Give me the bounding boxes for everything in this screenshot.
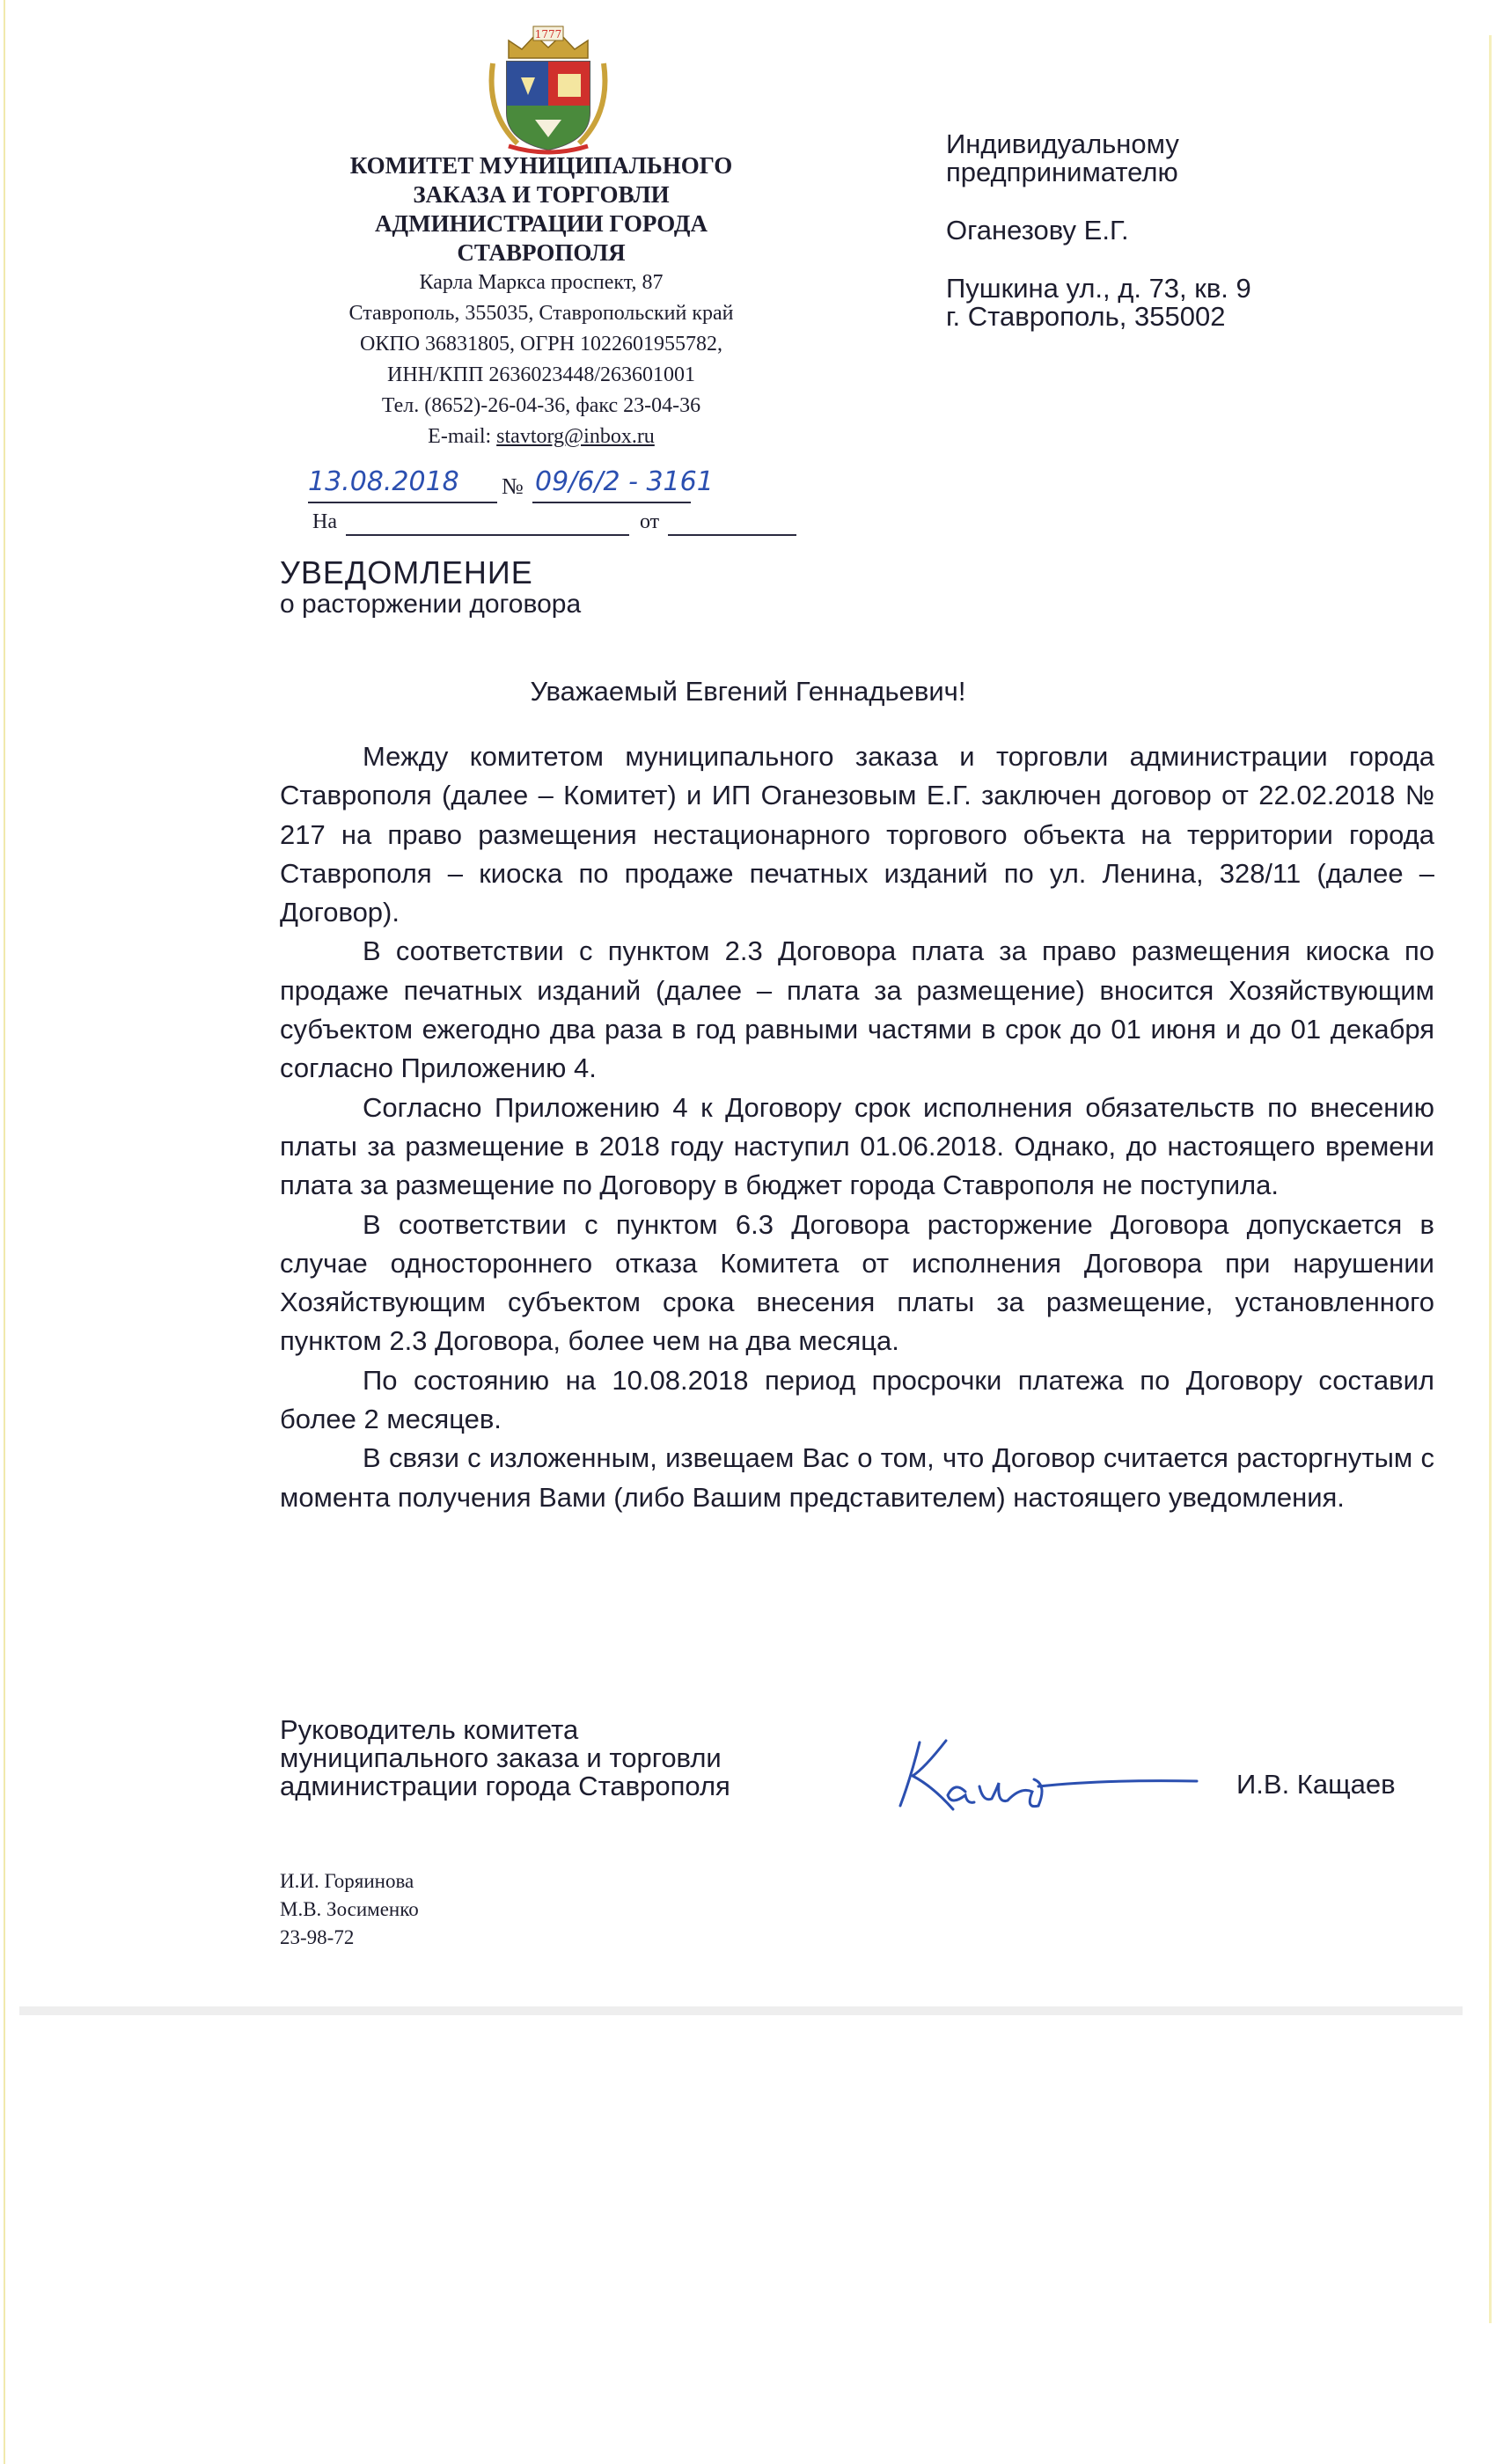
recipient-line: Индивидуальному: [946, 128, 1179, 159]
salutation: Уважаемый Евгений Геннадьевич!: [530, 676, 966, 707]
notice-title: УВЕДОМЛЕНИЕ: [280, 554, 533, 590]
scan-edge-right: [1489, 35, 1492, 2323]
org-name-line: ЗАКАЗА И ТОРГОВЛИ: [413, 181, 670, 208]
outgoing-number: 09/6/2 - 3161: [535, 466, 714, 497]
org-phone-line: Тел. (8652)-26-04-36, факс 23-04-36: [381, 394, 701, 417]
body-paragraph: По состоянию на 10.08.2018 период просрочки платежа по Договору составил более 2 месяцев.: [280, 1364, 1434, 1435]
recipient-address-line: г. Ставрополь, 355002: [946, 301, 1226, 332]
org-address-line: Карла Маркса проспект, 87: [419, 271, 664, 294]
signer-name: И.В. Кащаев: [1236, 1769, 1396, 1800]
sender-block: [264, 151, 818, 452]
recipient-address-line: Пушкина ул., д. 73, кв. 9: [946, 273, 1251, 304]
scan-edge-left: [4, 0, 5, 2464]
handwritten-signature: [884, 1725, 1201, 1822]
incoming-from: от: [639, 510, 660, 533]
number-sign: №: [502, 473, 524, 499]
email-label: E-mail:: [428, 425, 497, 448]
recipient-name: Оганезову Е.Г.: [946, 215, 1129, 246]
incoming-reference: [312, 510, 796, 536]
notice-subtitle: о расторжении договора: [280, 590, 582, 619]
scan-shadow: [19, 2006, 1463, 2015]
recipient-line: предпринимателю: [946, 157, 1178, 187]
org-name-line: КОМИТЕТ МУНИЦИПАЛЬНОГО: [349, 152, 733, 179]
org-registration-line: ОКПО 36831805, ОГРН 1022601955782,: [360, 333, 722, 356]
org-name-line: АДМИНИСТРАЦИИ ГОРОДА: [375, 210, 708, 237]
body-paragraph: В связи с изложенным, извещаем Вас о том, что Договор считается расторгнутым с момента получения Вами (либо Вашим представителем) настоящего уведомления.: [280, 1442, 1434, 1513]
signer-title: [280, 1716, 730, 1800]
number-underline: [532, 502, 691, 503]
incoming-prefix: На: [312, 510, 337, 533]
executor-name: И.И. Горяинова: [280, 1870, 414, 1892]
org-tax-line: ИНН/КПП 2636023448/263601001: [386, 363, 695, 386]
incoming-number-blank: [346, 510, 629, 536]
signer-title-line: муниципального заказа и торговли: [280, 1742, 722, 1773]
date-underline: [308, 502, 497, 503]
coat-year: 1777: [534, 28, 562, 40]
executors-block: [280, 1867, 419, 1952]
signer-title-line: Руководитель комитета: [280, 1714, 579, 1745]
body-paragraph: В соответствии с пунктом 2.3 Договора плата за право размещения киоска по продаже печатных изданий (далее – плата за размещение) вносится Хозяйствующим субъектом ежегодно два раза в год равными частями в срок до 01 июня и до 01 декабря согласно Приложению 4.: [280, 935, 1434, 1084]
email-link[interactable]: stavtorg@inbox.ru: [496, 425, 655, 448]
recipient-block: [946, 130, 1251, 331]
executor-phone: 23-98-72: [280, 1926, 355, 1948]
org-address-line: Ставрополь, 355035, Ставропольский край: [348, 302, 734, 325]
body-paragraph: Согласно Приложению 4 к Договору срок исполнения обязательств по внесению платы за размещение в 2018 году наступил 01.06.2018. Однако, до настоящего времени плата за размещение по Договору в бюджет города Ставрополя не поступила.: [280, 1091, 1434, 1201]
body-paragraph: Между комитетом муниципального заказа и торговли администрации города Ставрополя (далее – Комитет) и ИП Оганезовым Е.Г. заключен договор от 22.02.2018 № 217 на право размещения нестационарного торгового объекта на территории города Ставрополя – киоска по продаже печатных изданий по ул. Ленина, 328/11 (далее – Договор).: [280, 741, 1434, 928]
body-paragraph: В соответствии с пунктом 6.3 Договора расторжение Договора допускается в случае одностороннего отказа Комитета от исполнения Договора при нарушении Хозяйствующим субъектом срока внесения платы за размещение, установленного пунктом 2.3 Договора, более чем на два месяца.: [280, 1208, 1434, 1357]
letter-body: [280, 737, 1434, 1517]
signer-title-line: администрации города Ставрополя: [280, 1771, 730, 1801]
executor-name: М.В. Зосименко: [280, 1898, 419, 1920]
incoming-date-blank: [668, 510, 796, 536]
outgoing-date: 13.08.2018: [308, 466, 459, 497]
coat-of-arms-icon: [482, 25, 614, 157]
notice-heading: [280, 556, 581, 620]
org-email-line: [264, 422, 818, 452]
org-name-line: СТАВРОПОЛЯ: [457, 239, 626, 266]
